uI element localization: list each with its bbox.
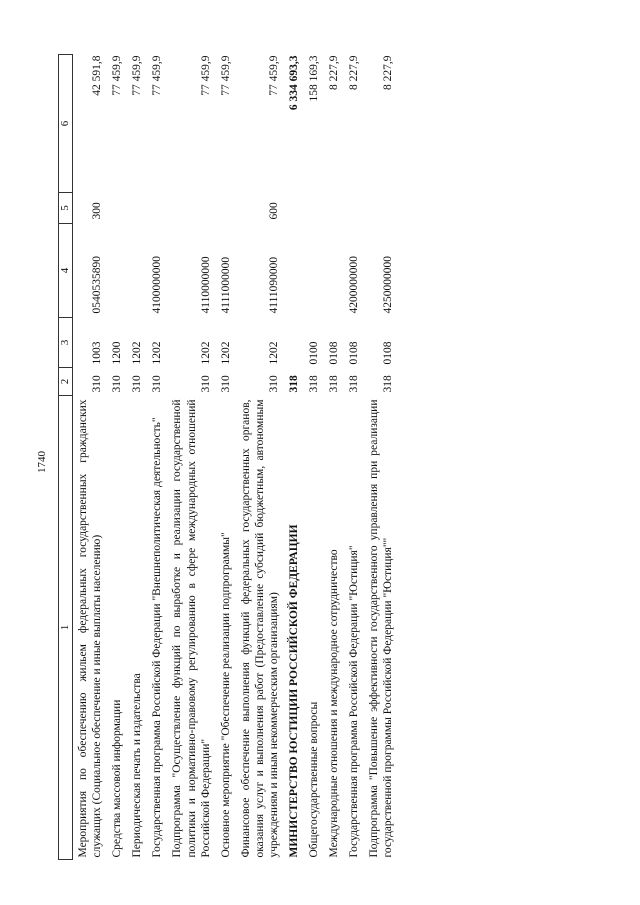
table-row bbox=[284, 55, 304, 860]
page-number: 1740 bbox=[36, 451, 48, 473]
table-row bbox=[324, 55, 344, 860]
column-header: 6 bbox=[59, 55, 73, 193]
row-name: Основное мероприятие "Обеспечение реализации подпрограммы" bbox=[219, 532, 232, 858]
row-section-code: 0100 bbox=[307, 341, 320, 365]
table-row bbox=[364, 55, 398, 860]
row-section-code: 0108 bbox=[381, 341, 394, 365]
row-amount: 77 459,9 bbox=[199, 55, 212, 96]
row-name: Подпрограмма "Осуществление функций по выработке и реализации государственной политики и нормативно-правовому регулированию в сфере международных отношений Российской Федерации" bbox=[171, 399, 212, 858]
row-expense-type bbox=[344, 193, 364, 224]
row-target-code: 4111090000 bbox=[267, 256, 280, 314]
row-target-code: 4110000000 bbox=[199, 256, 212, 314]
row-expense-type bbox=[147, 193, 167, 224]
row-name: Средства массовой информации bbox=[111, 699, 124, 858]
header-row bbox=[59, 55, 73, 860]
row-target-code bbox=[324, 224, 344, 318]
row-admin-code: 318 bbox=[327, 375, 340, 393]
row-amount: 6 334 693,3 bbox=[287, 55, 300, 111]
row-section-code: 1003 bbox=[91, 341, 104, 365]
row-expense-type bbox=[304, 193, 324, 224]
row-section-code: 1202 bbox=[151, 341, 164, 365]
row-name: Государственная программа Российской Федерации "Внешнеполитическая деятельность" bbox=[151, 417, 164, 858]
row-expense-type bbox=[127, 193, 147, 224]
row-name: Периодическая печать и издательства bbox=[131, 673, 144, 858]
row-admin-code: 310 bbox=[267, 375, 280, 393]
row-amount: 42 591,8 bbox=[91, 55, 104, 96]
row-expense-type: 600 bbox=[267, 202, 280, 220]
row-section-code: 1202 bbox=[267, 341, 280, 365]
row-name: Финансовое обеспечение выполнения функций федеральных государственных органов, оказания услуг и выполнения работ (Предоставление субсидий бюджетным, автономным учреждениям и иным некоммерческим организациям) bbox=[239, 399, 280, 858]
row-target-code: 4200000000 bbox=[347, 256, 360, 314]
row-section-code: 0108 bbox=[347, 341, 360, 365]
row-name: Общегосударственные вопросы bbox=[307, 701, 320, 858]
row-amount: 8 227,9 bbox=[347, 55, 360, 90]
row-amount: 77 459,9 bbox=[111, 55, 124, 96]
column-header: 3 bbox=[59, 318, 73, 368]
table-row bbox=[127, 55, 147, 860]
row-admin-code: 310 bbox=[91, 375, 104, 393]
row-target-code bbox=[304, 224, 324, 318]
row-name: МИНИСТЕРСТВО ЮСТИЦИИ РОССИЙСКОЙ ФЕДЕРАЦИИ bbox=[287, 524, 300, 858]
row-target-code: 4100000000 bbox=[151, 256, 164, 314]
row-expense-type bbox=[324, 193, 344, 224]
table-row bbox=[344, 55, 364, 860]
row-name: Мероприятия по обеспечению жильем федеральных государственных гражданских служащих (Социальное обеспечение и иные выплаты населению) bbox=[77, 399, 104, 858]
row-amount: 158 169,3 bbox=[307, 55, 320, 102]
row-admin-code: 318 bbox=[347, 375, 360, 393]
column-header: 4 bbox=[59, 224, 73, 318]
row-amount: 77 459,9 bbox=[131, 55, 144, 96]
row-target-code bbox=[107, 224, 127, 318]
row-section-code bbox=[284, 318, 304, 368]
row-name: Государственная программа Российской Федерации "Юстиция" bbox=[347, 545, 360, 858]
column-header: 2 bbox=[59, 368, 73, 396]
row-expense-type bbox=[364, 193, 398, 224]
row-expense-type: 300 bbox=[91, 202, 104, 220]
table-row bbox=[73, 55, 108, 860]
table-row bbox=[147, 55, 167, 860]
table-row bbox=[107, 55, 127, 860]
row-section-code: 1202 bbox=[131, 341, 144, 365]
row-admin-code: 310 bbox=[151, 375, 164, 393]
row-target-code bbox=[127, 224, 147, 318]
row-amount: 8 227,9 bbox=[381, 55, 394, 90]
row-expense-type bbox=[216, 193, 236, 224]
row-section-code: 1202 bbox=[219, 341, 232, 365]
row-target-code: 4250000000 bbox=[381, 256, 394, 314]
row-target-code: 4111000000 bbox=[219, 256, 232, 314]
row-target-code bbox=[284, 224, 304, 318]
row-target-code: 0540535890 bbox=[91, 256, 104, 314]
row-section-code: 0108 bbox=[327, 341, 340, 365]
rotated-page bbox=[58, 55, 618, 860]
row-section-code: 1200 bbox=[111, 341, 124, 365]
row-name: Подпрограмма "Повышение эффективности государственного управления при реализации государственной программы Российской Федерации "Юстиция"" bbox=[367, 399, 394, 858]
table-row bbox=[304, 55, 324, 860]
column-header: 5 bbox=[59, 193, 73, 224]
row-admin-code: 318 bbox=[287, 375, 300, 393]
column-header: 1 bbox=[59, 396, 73, 860]
budget-table bbox=[58, 54, 398, 860]
row-amount: 77 459,9 bbox=[151, 55, 164, 96]
table-row bbox=[167, 55, 215, 860]
row-admin-code: 310 bbox=[219, 375, 232, 393]
row-admin-code: 318 bbox=[381, 375, 394, 393]
row-admin-code: 318 bbox=[307, 375, 320, 393]
row-admin-code: 310 bbox=[131, 375, 144, 393]
row-amount: 77 459,9 bbox=[219, 55, 232, 96]
row-expense-type bbox=[284, 193, 304, 224]
row-amount: 8 227,9 bbox=[327, 55, 340, 90]
row-expense-type bbox=[167, 193, 215, 224]
row-amount: 77 459,9 bbox=[267, 55, 280, 96]
row-name: Международные отношения и международное сотрудничество bbox=[327, 549, 340, 858]
row-admin-code: 310 bbox=[199, 375, 212, 393]
row-expense-type bbox=[107, 193, 127, 224]
row-admin-code: 310 bbox=[111, 375, 124, 393]
table-row bbox=[216, 55, 236, 860]
row-section-code: 1202 bbox=[199, 341, 212, 365]
table-row bbox=[236, 55, 284, 860]
